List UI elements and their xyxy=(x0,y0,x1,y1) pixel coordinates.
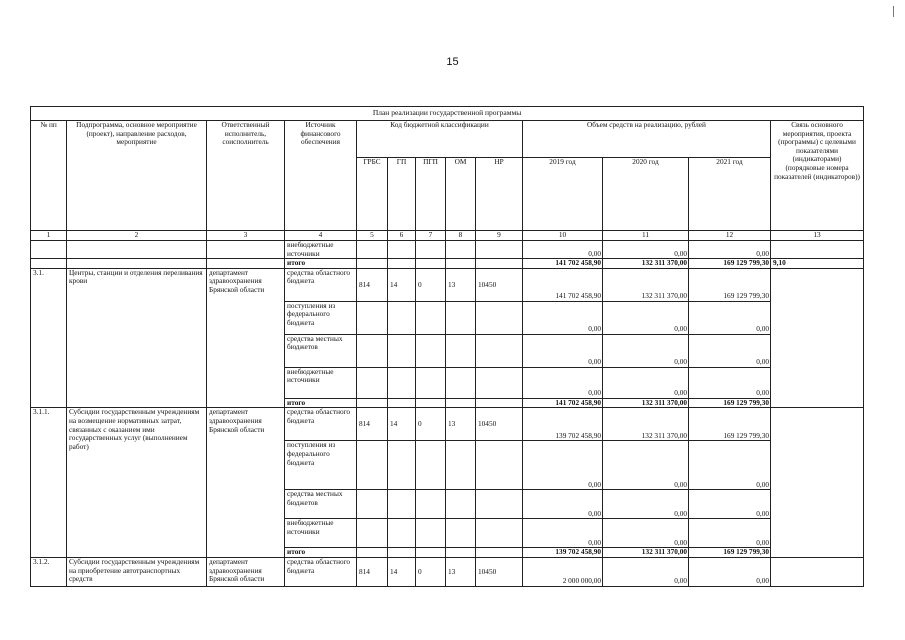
header-link: Связь основного мероприятия, проекта (программы) с целевыми показателями (индикаторами) (порядковые номера показателей (индикаторов)) xyxy=(771,121,864,231)
amount-2020-cell: 0,00 xyxy=(603,490,689,519)
amount-2021-cell: 0,00 xyxy=(689,334,771,367)
column-number: 13 xyxy=(771,231,864,241)
np-cell xyxy=(476,241,523,259)
om-cell: 13 xyxy=(446,558,476,587)
amount-2021-cell: 169 129 799,30 xyxy=(689,408,771,441)
om-cell xyxy=(446,301,476,334)
num-cell: 3.1. xyxy=(31,268,67,408)
program-cell: Субсидии государственным учреждениям на возмещение нормативных затрат, связанных с оказанием ими государственных услуг (выполнением работ) xyxy=(67,408,207,558)
header-budget-code: Код бюджетной классификации xyxy=(357,121,523,158)
om-cell xyxy=(446,398,476,408)
column-number: 4 xyxy=(285,231,357,241)
amount-2019-cell: 2 000 000,00 xyxy=(523,558,603,587)
grbs-cell xyxy=(357,490,388,519)
amount-2021-cell: 169 129 799,30 xyxy=(689,548,771,558)
np-cell xyxy=(476,398,523,408)
header-2021: 2021 год xyxy=(689,158,771,231)
column-number: 3 xyxy=(207,231,285,241)
amount-2019-cell: 0,00 xyxy=(523,441,603,490)
program-cell: Центры, станции и отделения переливания крови xyxy=(67,268,207,408)
amount-2021-cell: 169 129 799,30 xyxy=(689,398,771,408)
gp-cell xyxy=(388,519,416,548)
table-row xyxy=(31,259,864,269)
amount-2020-cell: 0,00 xyxy=(603,241,689,259)
gp-cell xyxy=(388,441,416,490)
column-number: 1 xyxy=(31,231,67,241)
pgp-cell xyxy=(416,519,446,548)
source-cell: средства областного бюджета xyxy=(285,408,357,441)
amount-2020-cell: 0,00 xyxy=(603,301,689,334)
om-cell xyxy=(446,259,476,269)
source-cell: итого xyxy=(285,398,357,408)
pgp-cell xyxy=(416,367,446,398)
amount-2019-cell: 139 702 458,90 xyxy=(523,548,603,558)
program-cell: Субсидии государственным учреждениям на приобретение автотранспортных средств xyxy=(67,558,207,587)
source-cell: средства местных бюджетов xyxy=(285,334,357,367)
pgp-cell xyxy=(416,241,446,259)
amount-2020-cell: 0,00 xyxy=(603,558,689,587)
amount-2021-cell: 0,00 xyxy=(689,241,771,259)
header-2020: 2020 год xyxy=(603,158,689,231)
amount-2019-cell: 139 702 458,90 xyxy=(523,408,603,441)
amount-2021-cell: 0,00 xyxy=(689,558,771,587)
amount-2020-cell: 132 311 370,00 xyxy=(603,408,689,441)
source-cell: средства областного бюджета xyxy=(285,558,357,587)
amount-2020-cell: 0,00 xyxy=(603,441,689,490)
om-cell: 13 xyxy=(446,268,476,301)
executor-cell: департамент здравоохранения Брянской области xyxy=(207,558,285,587)
amount-2019-cell: 0,00 xyxy=(523,519,603,548)
np-cell xyxy=(476,259,523,269)
om-cell xyxy=(446,241,476,259)
column-number: 2 xyxy=(67,231,207,241)
amount-2021-cell: 0,00 xyxy=(689,490,771,519)
gp-cell xyxy=(388,490,416,519)
amount-2021-cell: 0,00 xyxy=(689,367,771,398)
pgp-cell xyxy=(416,548,446,558)
program-plan-table xyxy=(30,106,864,587)
table-row xyxy=(31,241,864,259)
np-cell xyxy=(476,367,523,398)
header-volume: Объем средств на реализацию, рублей xyxy=(523,121,771,158)
gp-cell xyxy=(388,548,416,558)
amount-2021-cell: 0,00 xyxy=(689,441,771,490)
np-cell: 10450 xyxy=(476,268,523,301)
grbs-cell xyxy=(357,334,388,367)
header-pgp: ПГП xyxy=(416,158,446,231)
num-cell: 3.1.2. xyxy=(31,558,67,587)
gp-cell xyxy=(388,367,416,398)
amount-2021-cell: 169 129 799,30 xyxy=(689,259,771,269)
np-cell xyxy=(476,490,523,519)
source-cell: поступления из федерального бюджета xyxy=(285,301,357,334)
pgp-cell: 0 xyxy=(416,558,446,587)
amount-2019-cell: 0,00 xyxy=(523,301,603,334)
executor-cell xyxy=(207,259,285,269)
grbs-cell: 814 xyxy=(357,558,388,587)
np-cell xyxy=(476,441,523,490)
header-gp: ГП xyxy=(388,158,416,231)
grbs-cell xyxy=(357,259,388,269)
source-cell: внебюджетные источники xyxy=(285,241,357,259)
pgp-cell xyxy=(416,490,446,519)
column-number: 6 xyxy=(388,231,416,241)
grbs-cell xyxy=(357,441,388,490)
column-number: 10 xyxy=(523,231,603,241)
amount-2020-cell: 0,00 xyxy=(603,334,689,367)
header-np: НР xyxy=(476,158,523,231)
amount-2019-cell: 141 702 458,90 xyxy=(523,259,603,269)
amount-2019-cell: 0,00 xyxy=(523,334,603,367)
grbs-cell: 814 xyxy=(357,268,388,301)
amount-2020-cell: 132 311 370,00 xyxy=(603,398,689,408)
column-number: 7 xyxy=(416,231,446,241)
gp-cell xyxy=(388,398,416,408)
om-cell xyxy=(446,441,476,490)
executor-cell: департамент здравоохранения Брянской области xyxy=(207,268,285,408)
header-om: ОМ xyxy=(446,158,476,231)
grbs-cell: 814 xyxy=(357,408,388,441)
np-cell: 10450 xyxy=(476,408,523,441)
amount-2020-cell: 0,00 xyxy=(603,367,689,398)
executor-cell: департамент здравоохранения Брянской области xyxy=(207,408,285,558)
source-cell: поступления из федерального бюджета xyxy=(285,441,357,490)
om-cell xyxy=(446,334,476,367)
link-cell: 9,10 xyxy=(771,259,864,269)
amount-2020-cell: 132 311 370,00 xyxy=(603,268,689,301)
np-cell xyxy=(476,519,523,548)
amount-2021-cell: 0,00 xyxy=(689,301,771,334)
header-executor: Ответственный исполнитель, соисполнитель xyxy=(207,121,285,231)
column-number: 12 xyxy=(689,231,771,241)
om-cell xyxy=(446,367,476,398)
np-cell xyxy=(476,548,523,558)
source-cell: итого xyxy=(285,548,357,558)
amount-2019-cell: 0,00 xyxy=(523,490,603,519)
source-cell: средства областного бюджета xyxy=(285,268,357,301)
pgp-cell: 0 xyxy=(416,268,446,301)
pgp-cell xyxy=(416,259,446,269)
executor-cell xyxy=(207,241,285,259)
grbs-cell xyxy=(357,241,388,259)
np-cell xyxy=(476,301,523,334)
om-cell: 13 xyxy=(446,408,476,441)
om-cell xyxy=(446,519,476,548)
link-cell xyxy=(771,558,864,587)
header-source: Источник финансового обеспечения xyxy=(285,121,357,231)
link-cell xyxy=(771,408,864,558)
page-edge-mark xyxy=(893,6,894,17)
table-row xyxy=(31,408,864,441)
amount-2020-cell: 132 311 370,00 xyxy=(603,548,689,558)
np-cell: 10450 xyxy=(476,558,523,587)
amount-2019-cell: 0,00 xyxy=(523,241,603,259)
grbs-cell xyxy=(357,367,388,398)
pgp-cell xyxy=(416,334,446,367)
pgp-cell: 0 xyxy=(416,408,446,441)
pgp-cell xyxy=(416,301,446,334)
table-row xyxy=(31,268,864,301)
num-cell xyxy=(31,241,67,259)
source-cell: внебюджетные источники xyxy=(285,367,357,398)
header-program: Подпрограмма, основное мероприятие (проект), направление расходов, мероприятие xyxy=(67,121,207,231)
grbs-cell xyxy=(357,398,388,408)
table-caption: План реализации государственной программы xyxy=(31,107,864,121)
amount-2021-cell: 169 129 799,30 xyxy=(689,268,771,301)
gp-cell xyxy=(388,301,416,334)
page-number: 15 xyxy=(446,56,459,68)
column-number: 8 xyxy=(446,231,476,241)
np-cell xyxy=(476,334,523,367)
column-number: 11 xyxy=(603,231,689,241)
link-cell xyxy=(771,241,864,259)
link-cell xyxy=(771,268,864,408)
om-cell xyxy=(446,490,476,519)
amount-2020-cell: 0,00 xyxy=(603,519,689,548)
grbs-cell xyxy=(357,519,388,548)
program-cell xyxy=(67,259,207,269)
source-cell: средства местных бюджетов xyxy=(285,490,357,519)
gp-cell xyxy=(388,259,416,269)
header-2019: 2019 год xyxy=(523,158,603,231)
gp-cell xyxy=(388,334,416,367)
grbs-cell xyxy=(357,548,388,558)
gp-cell: 14 xyxy=(388,268,416,301)
grbs-cell xyxy=(357,301,388,334)
pgp-cell xyxy=(416,398,446,408)
amount-2021-cell: 0,00 xyxy=(689,519,771,548)
program-cell xyxy=(67,241,207,259)
header-num: № пп xyxy=(31,121,67,231)
column-number: 5 xyxy=(357,231,388,241)
gp-cell: 14 xyxy=(388,558,416,587)
header-grbs: ГРБС xyxy=(357,158,388,231)
amount-2019-cell: 141 702 458,90 xyxy=(523,398,603,408)
amount-2019-cell: 0,00 xyxy=(523,367,603,398)
source-cell: итого xyxy=(285,259,357,269)
table-row xyxy=(31,558,864,587)
om-cell xyxy=(446,548,476,558)
amount-2020-cell: 132 311 370,00 xyxy=(603,259,689,269)
column-number: 9 xyxy=(476,231,523,241)
source-cell: внебюджетные источники xyxy=(285,519,357,548)
num-cell: 3.1.1. xyxy=(31,408,67,558)
pgp-cell xyxy=(416,441,446,490)
gp-cell: 14 xyxy=(388,408,416,441)
gp-cell xyxy=(388,241,416,259)
amount-2019-cell: 141 702 458,90 xyxy=(523,268,603,301)
num-cell xyxy=(31,259,67,269)
